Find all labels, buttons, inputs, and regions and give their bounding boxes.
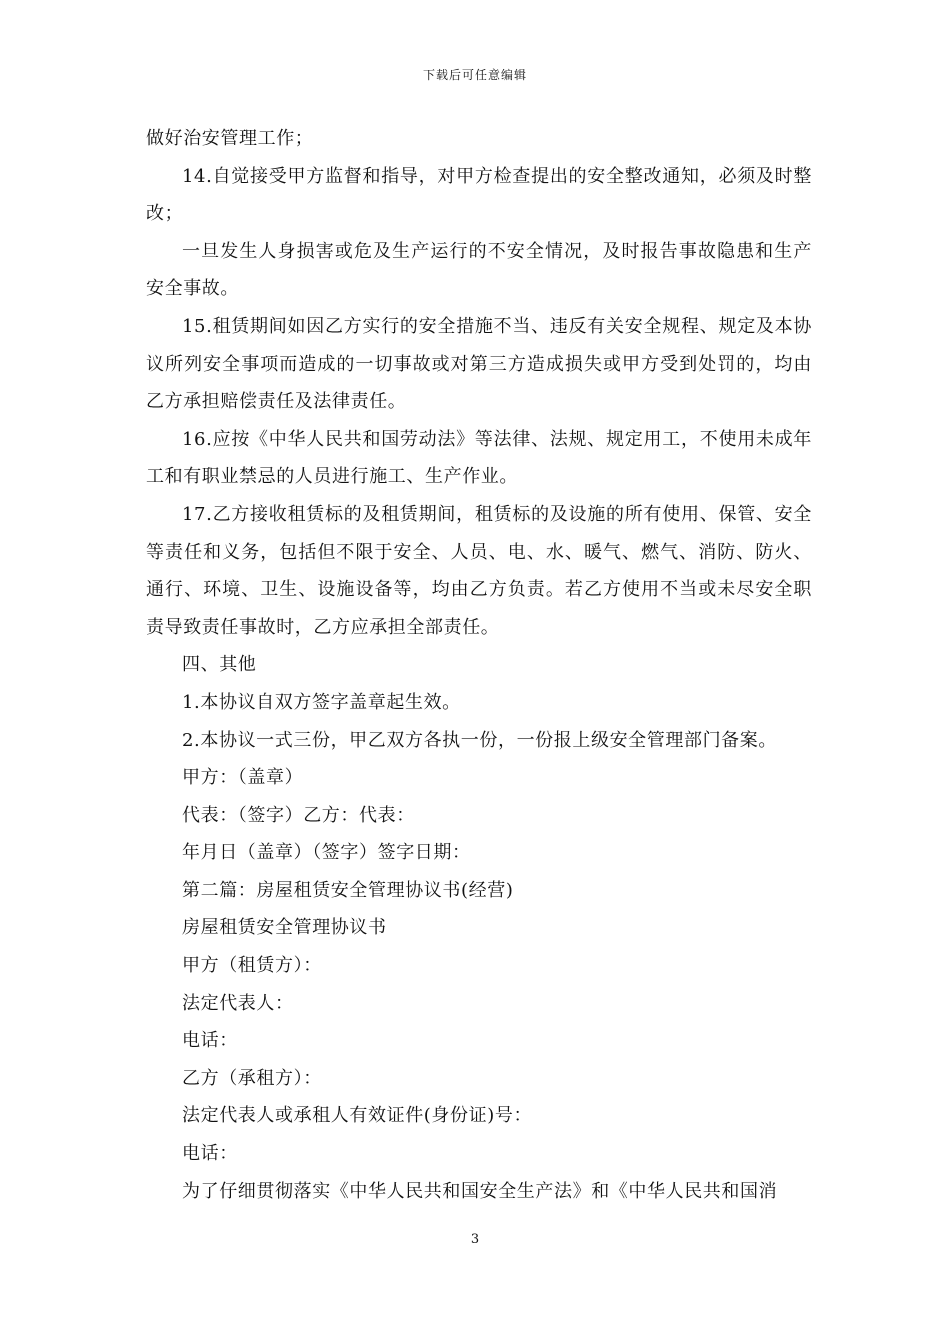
paragraph: 16.应按《中华人民共和国劳动法》等法律、法规、规定用工，不使用未成年工和有职业禁忌的人员进行施工、生产作业。	[146, 428, 812, 488]
paragraph: 17.乙方接收租赁标的及租赁期间，租赁标的及设施的所有使用、保管、安全等责任和义务，包括但不限于安全、人员、电、水、暖气、燃气、消防、防火、通行、环境、卫生、设施设备等，均由乙方负责。若乙方使用不当或未尽安全职责导致责任事故时，乙方应承担全部责任。	[146, 503, 812, 638]
paragraph: 做好治安管理工作；	[146, 128, 314, 149]
paragraph: 乙方（承租方）：	[182, 1067, 322, 1089]
paragraph: 法定代表人：	[182, 992, 294, 1014]
paragraph: 15.租赁期间如因乙方实行的安全措施不当、违反有关安全规程、规定及本协议所列安全事项而造成的一切事故或对第三方造成损失或甲方受到处罚的，均由乙方承担赔偿责任及法律责任。	[146, 315, 812, 413]
paragraph: 代表：（签字）乙方：代表：	[182, 804, 415, 826]
paragraph: 甲方（租赁方）：	[182, 955, 322, 977]
page-header: 下载后可任意编辑	[422, 68, 527, 82]
paragraph: 电话：	[182, 1030, 238, 1052]
paragraph: 法定代表人或承租人有效证件(身份证)号：	[182, 1105, 533, 1127]
paragraph: 第二篇：房屋租赁安全管理协议书(经营)	[182, 879, 514, 901]
paragraph: 1.本协议自双方签字盖章起生效。	[182, 691, 461, 713]
paragraph: 为了仔细贯彻落实《中华人民共和国安全生产法》和《中华人民共和国消	[182, 1180, 778, 1202]
paragraph: 甲方：（盖章）	[182, 767, 304, 789]
document-body	[146, 120, 812, 1210]
paragraph: 一旦发生人身损害或危及生产运行的不安全情况，及时报告事故隐患和生产安全事故。	[146, 240, 812, 300]
paragraph: 四、其他	[182, 654, 257, 676]
paragraph: 年月日（盖章）（签字）签字日期：	[182, 842, 471, 864]
paragraph: 14.自觉接受甲方监督和指导，对甲方检查提出的安全整改通知，必须及时整改；	[146, 165, 812, 225]
page-number: 3	[470, 1232, 480, 1247]
paragraph: 2.本协议一式三份，甲乙双方各执一份，一份报上级安全管理部门备案。	[182, 729, 777, 751]
paragraph: 房屋租赁安全管理协议书	[182, 917, 387, 939]
paragraph: 电话：	[182, 1143, 238, 1165]
